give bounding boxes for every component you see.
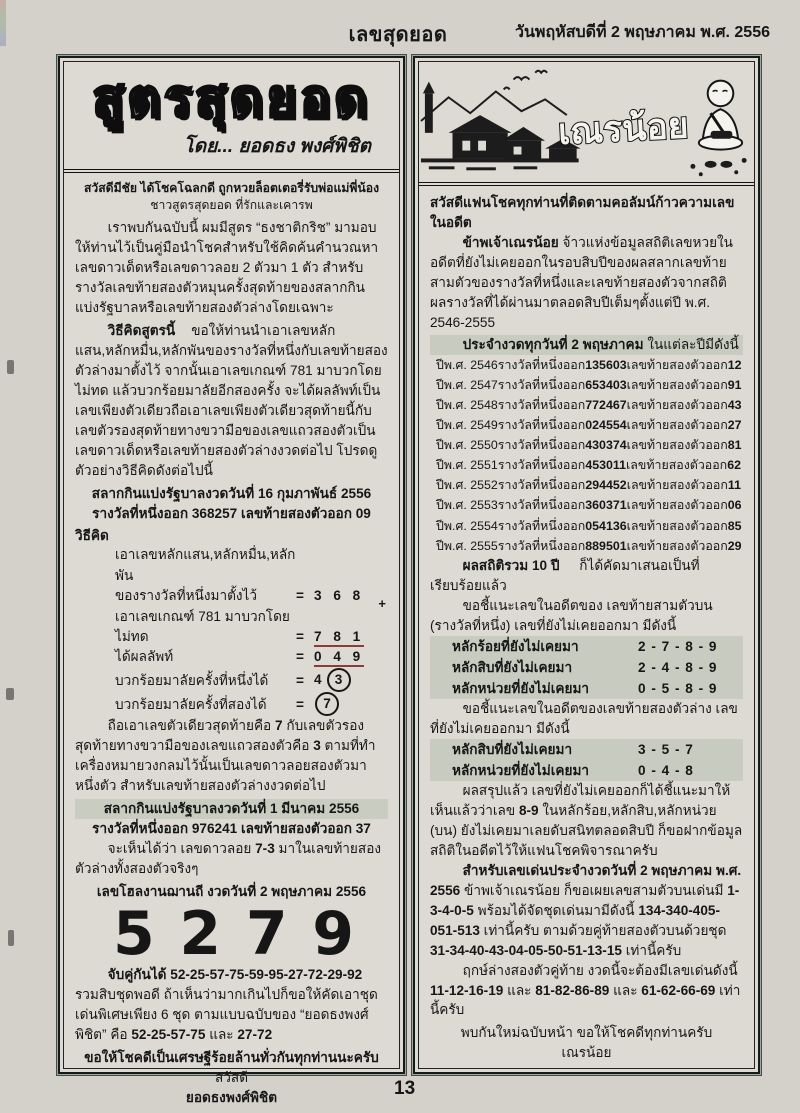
text-segment: จะเห็นได้ว่า เลขดาวลอย [107, 840, 256, 856]
stat-row [430, 395, 743, 415]
stat-year: ปีพ.ศ. 2551 [436, 458, 498, 473]
stat-label: เลขท้ายสองตัวออก [626, 377, 728, 392]
stat-label: รางวัลที่หนึ่งออก [497, 377, 586, 392]
stat-label: เลขท้ายสองตัวออก [626, 498, 728, 513]
text-segment: เท่านี้ครับ [430, 982, 741, 1018]
calc-equals: = [296, 649, 304, 665]
calc-label: บวกร้อยมาลัยครั้งที่หนึ่งได้ [115, 673, 269, 689]
left-farewell: สวัสดี [214, 1069, 249, 1085]
stat-year: ปีพ.ศ. 2547 [436, 377, 498, 392]
left-closing: ขอให้โชคดีเป็นเศรษฐีร้อยล้านทั่วกันทุกท่านนะครับ [84, 1049, 379, 1065]
calc-equals: = [296, 629, 304, 645]
stat-label: เลขท้ายสองตัวออก [626, 518, 728, 533]
never-label: หลักร้อยที่ยังไม่เคยมา [452, 638, 579, 654]
stat-year: ปีพ.ศ. 2555 [436, 538, 498, 553]
never-row [430, 760, 743, 781]
stat-label: เลขท้ายสองตัวออก [626, 538, 728, 553]
text-segment: ตามที่ทำเครื่องหมายวงกลมไว้นั้นเป็นเลขดาวลอยสองตัวมาหนึ่งตัว สำหรับเลขท้ายสองตัวล่างงวดต่อไป [75, 737, 376, 793]
stat-first-prize: 135603 [585, 357, 627, 372]
stat-label: รางวัลที่หนึ่งออก [497, 518, 586, 533]
mountains-icon [421, 91, 567, 121]
stat-first-prize: 360371 [585, 498, 627, 513]
stat-label: รางวัลที่หนึ่งออก [497, 458, 586, 473]
calc-equals: = [296, 673, 304, 689]
stat-label: รางวัลที่หนึ่งออก [497, 357, 586, 372]
stat-first-prize: 453011 [585, 458, 626, 473]
text-segment: และ [609, 982, 642, 998]
text-segment: 52-25-57-75-59-95-27-72-29-92 [170, 966, 363, 982]
village-scene-svg [419, 62, 754, 182]
text-segment: ผลสรุปแล้ว เลขที่ยังไม่เคยออกก็ได้ชี้แนะมาให้เห็นแล้วว่าเลข [430, 782, 731, 818]
calc-row [75, 647, 388, 667]
draw1-title: สลากกินแบ่งรัฐบาลงวดวันที่ 16 กุมภาพันธ์ 2556 [91, 485, 372, 501]
text-segment: 31-34-40-43-04-05-50-51-13-15 [430, 942, 622, 958]
right-intro-paragraph [430, 233, 743, 333]
right-column-inner [418, 61, 755, 1069]
draw2-title: สลากกินแบ่งรัฐบาลงวดวันที่ 1 มีนาคม 2556 [75, 799, 388, 819]
calc-value: 4 [314, 671, 326, 687]
page-number: 13 [394, 1078, 416, 1099]
lucky-digits [75, 898, 388, 969]
left-logo-title: สูตรสุดยอด [92, 70, 371, 128]
right-column-body [419, 186, 754, 1068]
intro-lead: ข้าพเจ้าเณรน้อย [462, 234, 559, 250]
left-column-inner [63, 61, 400, 1105]
text-segment: มาในเลขท้ายสองตัวล่างทั้งสองตัวจริงๆ [75, 840, 381, 876]
stat-two-digit: 11 [727, 478, 741, 493]
method-paragraph [75, 321, 388, 481]
never-numbers: 0 - 4 - 8 [638, 762, 694, 778]
calc-row [75, 668, 388, 692]
draw2-result: รางวัลที่หนึ่งออก 976241 เลขท้ายสองตัวออก 37 [92, 820, 371, 836]
text-segment: 1-3-4-0-5 [430, 882, 740, 918]
text-segment: รวมสิบชุดพอดี ถ้าเห็นว่ามากเกินไปก็ขอให้คัดเอาชุดเด่นพิเศษเพียง 6 ชุด ตามแบบฉบับของ “ยอดธงพงศ์พิชิต” คือ [75, 986, 378, 1042]
masthead-title: เลขสุดยอด [348, 24, 448, 46]
luck-paragraph [430, 961, 743, 1021]
hot-title: เลขโฮลงานฌานถี งวดวันที่ 2 พฤษภาคม 2556 [96, 883, 367, 899]
text-segment: ประจำงวดทุกวันที่ 2 พฤษภาคม [462, 336, 644, 352]
text-segment: จ้าวแห่งข้อมูลสถิติเลขหวยในอดีตที่ยังไม่เคยออกในรอบสิบปีของผลสลากเลขท้ายสามตัวของรางวัลที่หนึ่งและเลขท้ายสองตัวจากสถิติผลรางวัลที่ได้ผ่านมาตลอดสิบปีเต็มๆตั้งแต่ปี พ.ศ. 2546-2555 [430, 234, 733, 330]
calc-value: 7 8 1 [314, 629, 364, 647]
text-segment: ถือเอาเลขตัวเดียวสุดท้ายคือ [107, 717, 275, 733]
never-row [430, 657, 743, 678]
text-segment: ฤกษ์ล่างสองตัวคู่ท้าย งวดนี้จะต้องมีเลขเด่นดังนี้ [462, 962, 738, 978]
calc-label: ของรางวัลที่หนึ่งมาตั้งไว้ [115, 588, 258, 604]
text-segment: จับคู่กันได้ [107, 966, 171, 982]
never-row [430, 636, 743, 657]
stat-two-digit: 91 [727, 377, 742, 392]
calc-equals: = [296, 588, 304, 604]
stat-year: ปีพ.ศ. 2550 [436, 438, 498, 453]
never-row [430, 678, 743, 699]
text-segment: 8-9 [518, 802, 539, 818]
text-segment: 7-3 [255, 840, 275, 856]
calc-equals: = [296, 697, 304, 713]
calc-value: 0 4 9 [314, 649, 364, 667]
stat-two-digit: 29 [727, 538, 742, 553]
calc-heading: วิธีคิด [75, 527, 109, 543]
novice-monk-icon [690, 81, 746, 177]
scan-artifact [8, 930, 14, 946]
text-segment: และ [205, 1026, 238, 1042]
text-segment: 11-12-16-19 [430, 982, 504, 998]
calc-row [75, 692, 388, 716]
calc-row [75, 586, 388, 612]
calc-label: เอาเลขหลักแสน,หลักหมื่น,หลักพัน [115, 547, 296, 583]
calc-value: 3 6 8 [314, 588, 365, 604]
text-segment: และ [503, 982, 536, 998]
never-label: หลักหน่วยที่ยังไม่เคยมา [452, 680, 590, 696]
big-digit: 9 [312, 898, 354, 969]
stat-year: ปีพ.ศ. 2549 [436, 418, 498, 433]
calc-explain-paragraph [75, 716, 388, 796]
plus-sign: + [378, 596, 386, 612]
big-digit: 7 [245, 898, 288, 969]
stat-first-prize: 294452 [585, 478, 627, 493]
stat-label: เลขท้ายสองตัวออก [626, 397, 728, 412]
stat-year: ปีพ.ศ. 2554 [436, 518, 498, 533]
never-row [430, 739, 743, 760]
text-segment: 7 [275, 717, 283, 733]
left-column-body [64, 173, 399, 1108]
stat-year: ปีพ.ศ. 2548 [436, 397, 498, 412]
text-segment: ขอให้ท่านนำเอาเลขหลักแสน,หลักหมื่น,หลักพันของรางวัลที่หนึ่งกับเลขท้ายสองตัวล่างมาตั้งไว้ จากนั้นเอาเลขเกณฑ์ 781 มาบวกโดยไม่ทด แล้วบวกร้อยมาลัยอีกสองครั้ง จะได้ผลลัพท์เป็นเลขเพียงตัวเดียวถือเอาเลขเพียงตัวเดียวสุดท้ายนี้กับเลขตัวรองสุดท้ายทางขวามือของเลขแถวสองตัวเป็นเลขดาวเด็ดหรือเลขท้ายสองตัวล่างงวดต่อไป โปรดดูตัวอย่างวิธีคิดดังต่อไปนี้ [75, 322, 388, 478]
stat-label: รางวัลที่หนึ่งออก [497, 498, 586, 513]
stat-row [430, 495, 743, 515]
two-column-layout [58, 56, 760, 1105]
right-opening-line: สวัสดีแฟนโชคทุกท่านที่ติดตามคอลัมน์ก้าวความเลขในอดีต [430, 195, 735, 230]
stat-label: เลขท้ายสองตัวออก [626, 357, 728, 372]
stat-row [430, 475, 743, 495]
greeting-line-2: ชาวสูตรสุดยอด ที่รักและเคารพ [150, 198, 313, 213]
stat-label: เลขท้ายสองตัวออก [626, 418, 728, 433]
stat-two-digit: 81 [727, 438, 742, 453]
stat-row [430, 455, 743, 475]
text-segment: 3 [313, 737, 321, 753]
left-logo-byline: โดย... ยอดธง พงศ์พิชิต [183, 135, 371, 157]
stat-row [430, 355, 743, 375]
intro-paragraph: เราพบกันฉบับนี้ ผมมีสูตร “ธงชาติกริช” มามอบให้ท่านไว้เป็นคู่มือนำโชคสำหรับใช้คิดค้นคำนวณหาเลขดาวเด็ดหรือเลขดาวลอย 2 ตัวมา 1 ตัว สำหรับรางวัลเลขท้ายสองตัวหมุนครั้งสุดท้ายของสลากกินแบ่งรัฐบาลหรือเลขท้ายสองตัวล่างโดยเฉพาะ [75, 219, 379, 315]
stat-row [430, 375, 743, 395]
text-segment: 27-72 [237, 1026, 273, 1042]
greeting-line-1: สวัสดีมีชัย ได้โชคโฉลกดี ถูกหวยล็อตเตอรี่รับพ่อแม่พี่น้อง [83, 180, 380, 195]
right-logo-title: เณรน้อย [557, 105, 690, 153]
text-segment: เท่านี้ครับ ตามด้วยคู่ท้ายสองตัวบนด้วยชุด [479, 922, 727, 938]
stat-two-digit: 85 [727, 518, 742, 533]
stat-label: รางวัลที่หนึ่งออก [497, 418, 586, 433]
big-digit: 5 [113, 898, 155, 969]
stat-row [430, 516, 743, 536]
total-paragraph [430, 556, 743, 596]
never-numbers: 2 - 7 - 8 - 9 [638, 638, 718, 654]
stat-first-prize: 054136 [585, 518, 627, 533]
scan-artifact [0, 0, 6, 46]
village-scene-illustration [419, 62, 754, 186]
text-segment: เท่านี้ครับ [621, 942, 682, 958]
stat-first-prize: 430374 [585, 438, 627, 453]
big-digit: 2 [179, 898, 222, 969]
issue-date: วันพฤหัสบดีที่ 2 พฤษภาคม พ.ศ. 2556 [515, 24, 770, 41]
right-signature: เณรน้อย [561, 1045, 612, 1061]
text-segment: พร้อมได้จัดชุดเด่นมามีดังนี้ [473, 902, 639, 918]
stat-label: รางวัลที่หนึ่งออก [497, 438, 586, 453]
method-lead: วิธีคิดสูตรนี้ [107, 322, 176, 338]
stat-first-prize: 889501 [585, 538, 627, 553]
stat-row [430, 536, 743, 556]
text-segment: ผลสถิติรวม 10 ปี [462, 557, 560, 573]
scan-artifact [7, 360, 14, 374]
never-label: หลักสิบที่ยังไม่เคยมา [452, 741, 573, 757]
text-segment: ข้าพเจ้าเณรน้อย ก็ขอเผยเลขสามตัวบนเด่นมี [460, 882, 728, 898]
stat-first-prize: 024554 [585, 418, 627, 433]
stat-two-digit: 43 [727, 397, 742, 412]
text-segment: 134-340-405-051-513 [430, 902, 720, 938]
left-signature: ยอดธงพงศ์พิชิต [185, 1089, 278, 1105]
stat-label: รางวัลที่หนึ่งออก [497, 397, 586, 412]
calc-label: ได้ผลลัพท์ [115, 649, 174, 665]
scan-artifact [6, 688, 14, 700]
calc-row [75, 607, 388, 648]
text-segment: 52-25-57-75 [131, 1026, 206, 1042]
never-label: หลักสิบที่ยังไม่เคยมา [452, 659, 573, 675]
hot-numbers-paragraph [430, 861, 743, 961]
circled-digit: 3 [327, 668, 351, 692]
conclusion-paragraph [430, 781, 743, 861]
period-heading [430, 335, 743, 355]
stat-label: รางวัลที่หนึ่งออก [497, 478, 586, 493]
stat-first-prize: 653403 [585, 377, 627, 392]
stat-two-digit: 12 [727, 357, 742, 372]
stat-row [430, 435, 743, 455]
text-segment: 81-82-86-89 [535, 982, 610, 998]
stat-year: ปีพ.ศ. 2553 [436, 498, 498, 513]
never-label: หลักหน่วยที่ยังไม่เคยมา [452, 762, 590, 778]
text-segment: สำหรับเลขเด่นประจำงวดวันที่ 2 พฤษภาคม พ.ศ. 2556 [430, 862, 742, 898]
stat-row [430, 415, 743, 435]
draw1-result: รางวัลที่หนึ่งออก 368257 เลขท้ายสองตัวออก 09 [92, 505, 371, 521]
birds-icon [504, 71, 547, 90]
sutra-logo-block [64, 62, 399, 173]
pairs-paragraph [75, 965, 388, 1045]
stat-two-digit: 06 [727, 498, 742, 513]
suggest-top-paragraph: ขอชี้แนะเลขในอดีตของ เลขท้ายสามตัวบน (รางวัลที่หนึ่ง) เลขที่ยังไม่เคยออกมา มีดังนี้ [430, 597, 713, 633]
never-numbers: 2 - 4 - 8 - 9 [638, 659, 718, 675]
stat-year: ปีพ.ศ. 2546 [436, 357, 498, 372]
stat-label: เลขท้ายสองตัวออก [626, 458, 728, 473]
calc-label: เอาเลขเกณฑ์ 781 มาบวกโดยไม่ทด [115, 608, 290, 645]
text-segment: ในแต่ละปีมีดังนี้ [643, 336, 739, 352]
calc-row [75, 545, 388, 586]
stat-year: ปีพ.ศ. 2552 [436, 478, 498, 493]
stat-two-digit: 62 [727, 458, 741, 473]
text-segment: ในหลักร้อย,หลักสิบ,หลักหน่วย (บน) ยังไม่เคยมาเลยดับสนิทตลอดสิบปี ก็ขอฝากข้อมูลสถิติในอดีตไว้ให้แฟนโชคพิจารณาครับ [430, 802, 743, 858]
right-column-box [413, 56, 760, 1074]
stat-two-digit: 27 [727, 418, 742, 433]
stat-label: เลขท้ายสองตัวออก [626, 438, 728, 453]
stat-label: รางวัลที่หนึ่งออก [497, 538, 586, 553]
text-segment: 61-62-66-69 [641, 982, 716, 998]
stat-label: เลขท้ายสองตัวออก [626, 478, 728, 493]
text-segment: กับเลขตัวรองสุดท้ายทางขวามือของเลขแถวสองตัวคือ [75, 717, 365, 753]
never-numbers: 0 - 5 - 8 - 9 [638, 680, 718, 696]
result-note [75, 839, 388, 879]
right-closing: พบกันใหม่ฉบับหน้า ขอให้โชคดีทุกท่านครับ [460, 1025, 713, 1041]
calc-label: บวกร้อยมาลัยครั้งที่สองได้ [115, 697, 267, 713]
never-numbers: 3 - 5 - 7 [638, 741, 694, 757]
stat-first-prize: 772467 [585, 397, 627, 412]
circled-digit: 7 [315, 692, 339, 716]
suggest-bottom-paragraph: ขอชี้แนะเลขในอดีตของเลขท้ายสองตัวล่าง เลขที่ยังไม่เคยออกมา มีดังนี้ [430, 700, 738, 736]
text-segment: ก็ได้คัดมาเสนอเป็นที่เรียบร้อยแล้ว [430, 557, 700, 593]
